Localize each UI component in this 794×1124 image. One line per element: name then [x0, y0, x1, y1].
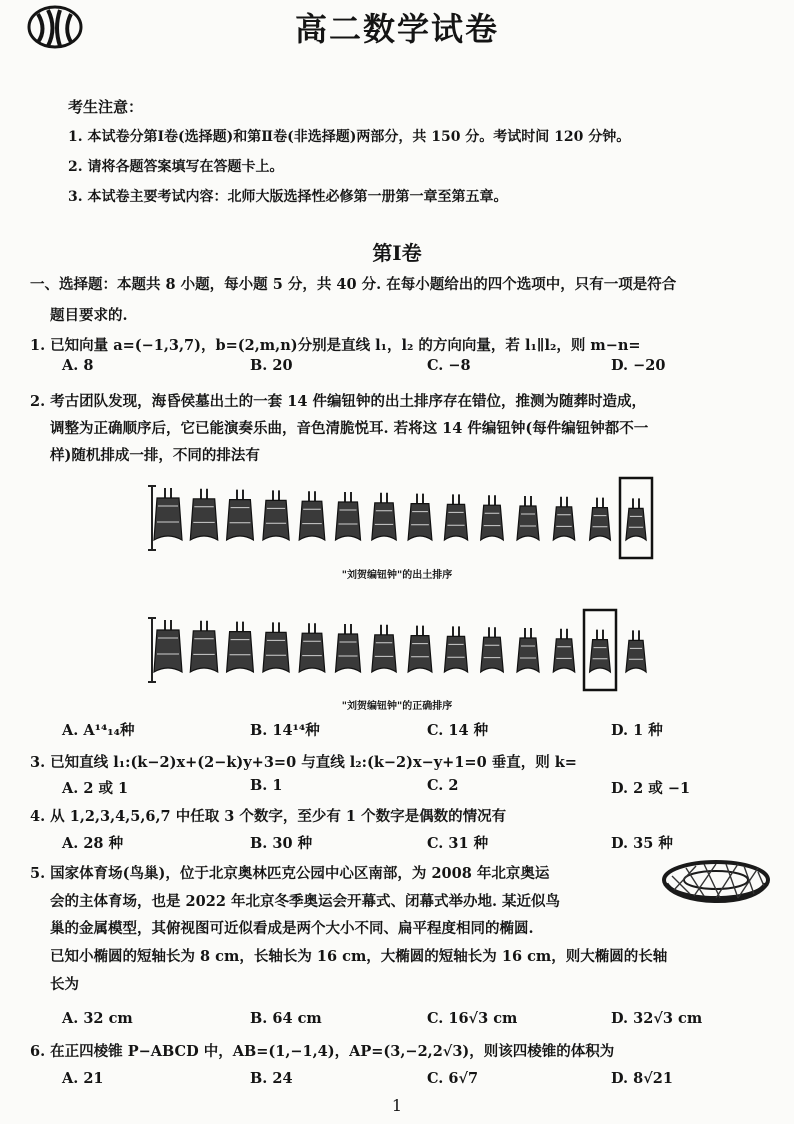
bell-item — [517, 628, 539, 672]
bell-item — [336, 492, 361, 540]
q5-option-d: D. 32√3 cm — [611, 1010, 703, 1027]
bell-frame — [148, 618, 156, 682]
bells-excavated-order-image — [146, 476, 654, 560]
question-6-text: 6. 在正四棱锥 P−ABCD 中，AB=(1,−1,4)，AP=(3,−2,2√3)，则该四棱锥的体积为 — [30, 1043, 615, 1060]
bell-item — [227, 490, 254, 540]
question-3-text: 3. 已知直线 l₁:(k−2)x+(2−k)y+3=0 与直线 l₂:(k−2)x−y+1=0 垂直，则 k= — [30, 754, 577, 771]
bells-caption-excavated: "刘贺编钮钟"的出土排序 — [341, 570, 453, 581]
bell-item — [190, 621, 217, 672]
question-2-line2: 调整为正确顺序后，它已能演奏乐曲，音色清脆悦耳. 若将这 14 件编钮钟(每件编钮钟都不一 — [50, 420, 649, 437]
section-instructions-line2: 题目要求的. — [50, 307, 128, 324]
bell-item — [444, 626, 467, 672]
bell-frame — [148, 486, 156, 550]
bell-item — [154, 620, 182, 672]
question-5-line2: 会的主体育场，也是 2022 年北京冬季奥运会开幕式、闭幕式举办地. 某近似鸟 — [50, 893, 561, 910]
q3-option-c: C. 2 — [427, 777, 459, 794]
bell-item — [408, 626, 432, 672]
bell-item — [154, 488, 182, 540]
bell-item — [299, 491, 325, 540]
page-number: 1 — [391, 1096, 403, 1115]
q3-option-a: A. 2 或 1 — [62, 780, 129, 797]
q5-option-a: A. 32 cm — [62, 1010, 133, 1027]
bell-item — [590, 498, 611, 540]
q6-option-c: C. 6√7 — [427, 1070, 479, 1087]
bell-item — [517, 496, 539, 540]
q2-option-a: A. A¹⁴₁₄种 — [62, 722, 135, 739]
bell-item — [408, 494, 432, 540]
question-2-line1: 2. 考古团队发现，海昏侯墓出土的一套 14 件编钮钟的出土排序存在错位，推测为随葬时造成， — [30, 393, 646, 410]
bell-item — [372, 493, 396, 540]
q6-option-b: B. 24 — [250, 1070, 293, 1087]
q6-option-d: D. 8√21 — [611, 1070, 673, 1087]
q1-option-a: A. 8 — [62, 357, 94, 374]
notice-item-2: 2. 请将各题答案填写在答题卡上。 — [68, 159, 284, 175]
bell-item — [553, 497, 574, 540]
notice-item-1: 1. 本试卷分第Ⅰ卷(选择题)和第Ⅱ卷(非选择题)两部分，共 150 分。考试时间 120 分钟。 — [68, 129, 631, 145]
bell-item — [372, 625, 396, 672]
q2-option-c: C. 14 种 — [427, 722, 489, 739]
part-title: 第Ⅰ卷 — [372, 241, 422, 265]
question-5-line3: 巢的金属模型，其俯视图可近似看成是两个大小不同、扁平程度相同的椭圆. — [50, 920, 534, 937]
q4-option-d: D. 35 种 — [611, 835, 673, 852]
question-2-line3: 样)随机排成一排，不同的排法有 — [50, 447, 260, 464]
exam-title: 高二数学试卷 — [294, 10, 499, 48]
bell-item — [590, 630, 611, 672]
bell-item — [263, 490, 289, 540]
question-5-line4: 已知小椭圆的短轴长为 8 cm，长轴长为 16 cm，大椭圆的短轴长为 16 cm，则大椭圆的长轴 — [50, 948, 668, 965]
bell-item — [263, 622, 289, 672]
bell-item — [626, 498, 646, 540]
notice-item-3: 3. 本试卷主要考试内容：北师大版选择性必修第一册第一章至第五章。 — [68, 189, 508, 205]
q6-option-a: A. 21 — [62, 1070, 104, 1087]
q5-option-c: C. 16√3 cm — [427, 1010, 518, 1027]
birds-nest-model-image — [660, 854, 772, 916]
question-5-line5: 长为 — [50, 976, 79, 993]
question-5-line1: 5. 国家体育场(鸟巢)，位于北京奥林匹克公园中心区南部，为 2008 年北京奥运 — [30, 865, 550, 882]
bells-correct-order-image — [146, 608, 654, 692]
bell-item — [299, 623, 325, 672]
q5-option-b: B. 64 cm — [250, 1010, 322, 1027]
bell-item — [227, 622, 254, 672]
q4-option-c: C. 31 种 — [427, 835, 489, 852]
bell-item — [481, 495, 504, 540]
q2-option-b: B. 14¹⁴种 — [250, 722, 320, 739]
q2-option-d: D. 1 种 — [611, 722, 663, 739]
q3-option-d: D. 2 或 −1 — [611, 780, 691, 797]
q1-option-b: B. 20 — [250, 357, 293, 374]
q4-option-a: A. 28 种 — [62, 835, 124, 852]
bell-item — [336, 624, 361, 672]
notice-heading: 考生注意： — [68, 98, 144, 116]
question-1-text: 1. 已知向量 a=(−1,3,7)，b=(2,m,n)分别是直线 l₁，l₂ 的方向向量，若 l₁∥l₂，则 m−n= — [30, 337, 641, 354]
question-4-text: 4. 从 1,2,3,4,5,6,7 中任取 3 个数字，至少有 1 个数字是偶数的情况有 — [30, 808, 507, 825]
bell-item — [481, 627, 504, 672]
bells-caption-correct: "刘贺编钮钟"的正确排序 — [341, 701, 453, 712]
bell-item — [190, 489, 217, 540]
q1-option-d: D. −20 — [611, 357, 666, 374]
q1-option-c: C. −8 — [427, 357, 471, 374]
bell-item — [444, 494, 467, 540]
bell-item — [553, 629, 574, 672]
bell-item — [626, 630, 646, 672]
q4-option-b: B. 30 种 — [250, 835, 313, 852]
section-instructions-line1: 一、选择题：本题共 8 小题，每小题 5 分，共 40 分. 在每小题给出的四个选项中，只有一项是符合 — [30, 276, 677, 293]
q3-option-b: B. 1 — [250, 777, 283, 794]
